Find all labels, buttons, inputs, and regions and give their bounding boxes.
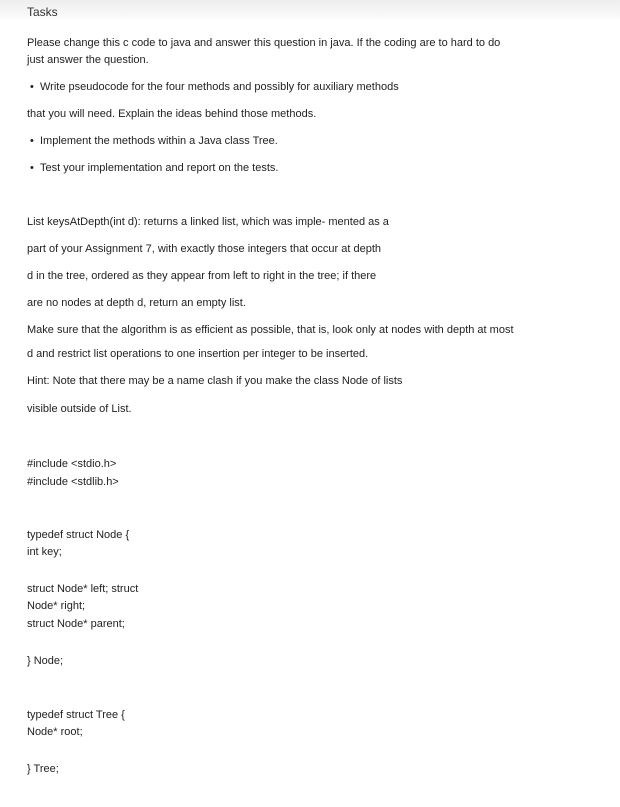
code-line-4: int key; <box>27 546 62 558</box>
spec-line-3: d in the tree, ordered as they appear from left to right in the tree; if there <box>27 270 377 282</box>
code-line-9: typedef struct Tree { <box>27 709 125 721</box>
code-line-2: #include <stdlib.h> <box>27 476 119 488</box>
bullet-text: Write pseudocode for the four methods and possibly for auxiliary methods <box>40 81 399 93</box>
spec-line-8: visible outside of List. <box>27 403 132 415</box>
spec-line-5: Make sure that the algorithm is as efficient as possible, that is, look only at nodes with depth at most <box>27 324 514 336</box>
spec-line-6: d and restrict list operations to one insertion per integer to be inserted. <box>27 348 369 360</box>
code-line-10: Node* root; <box>27 726 83 738</box>
code-line-3: typedef struct Node { <box>27 529 130 541</box>
intro-line-1: Please change this c code to java and answer this question in java. If the coding are to hard to do <box>27 37 501 49</box>
bullet-item-pseudocode <box>30 80 399 94</box>
bullet-continuation: that you will need. Explain the ideas behind those methods. <box>27 108 317 120</box>
spec-line-4: are no nodes at depth d, return an empty list. <box>27 297 246 309</box>
bullet-item-test <box>30 161 278 175</box>
code-line-5: struct Node* left; struct <box>27 583 139 595</box>
spec-line-1: List keysAtDepth(int d): returns a linked list, which was imple- mented as a <box>27 216 389 228</box>
code-line-1: #include <stdio.h> <box>27 458 117 470</box>
intro-line-2: just answer the question. <box>27 54 149 66</box>
spec-line-2: part of your Assignment 7, with exactly those integers that occur at depth <box>27 243 382 255</box>
bullet-marker: • <box>30 162 34 174</box>
window-title-bar <box>0 0 620 22</box>
bullet-item-implement <box>30 134 278 148</box>
code-line-8: } Node; <box>27 655 64 667</box>
bullet-text: Test your implementation and report on the tests. <box>40 162 279 174</box>
bullet-marker: • <box>30 135 34 147</box>
window-title: Tasks <box>27 5 58 19</box>
code-line-6: Node* right; <box>27 600 86 612</box>
bullet-marker: • <box>30 81 34 93</box>
bullet-text: Implement the methods within a Java class Tree. <box>40 135 278 147</box>
spec-line-7: Hint: Note that there may be a name clash if you make the class Node of lists <box>27 375 403 387</box>
code-line-7: struct Node* parent; <box>27 618 125 630</box>
code-line-11: } Tree; <box>27 763 59 775</box>
